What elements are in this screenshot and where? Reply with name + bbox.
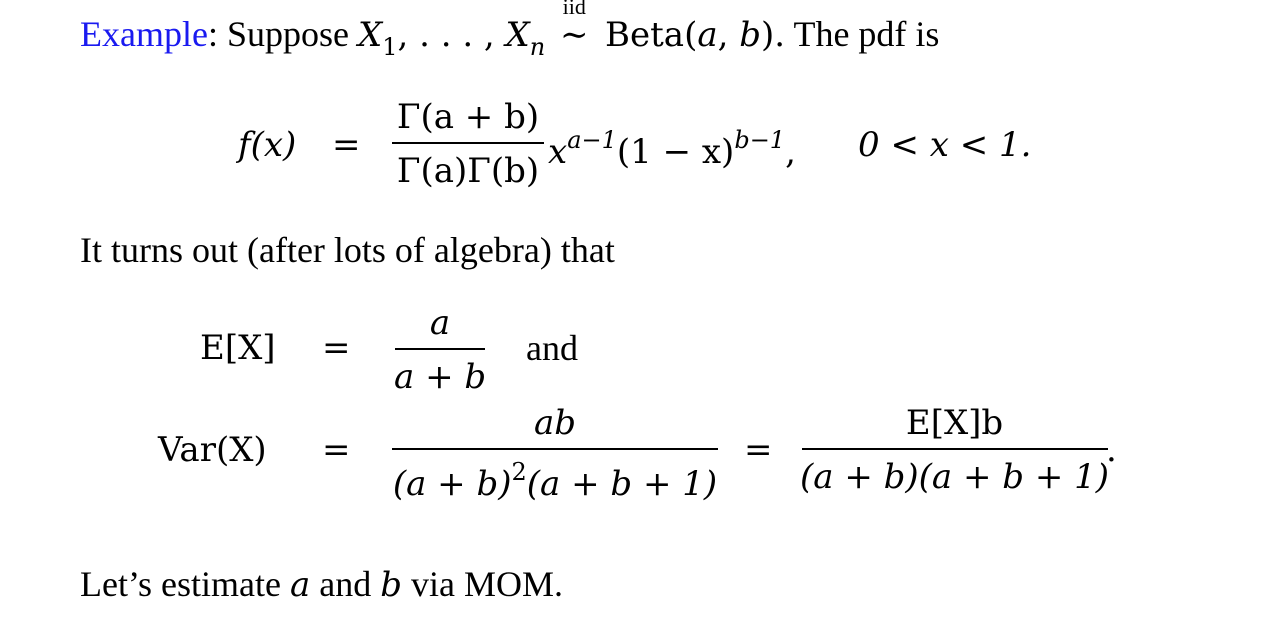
variance-numerator: ab <box>533 403 577 443</box>
estimate-line <box>80 564 563 605</box>
variance-fraction <box>392 403 718 504</box>
iid-label: iid <box>562 0 586 19</box>
expectation-lhs <box>200 328 276 368</box>
estimate-b: b <box>380 565 402 605</box>
estimate-a: a <box>289 565 311 605</box>
turns-out-text: It turns out (after lots of algebra) that <box>80 230 615 270</box>
expectation-equals: = <box>322 328 351 368</box>
example-line <box>80 0 940 61</box>
exponent-a: a−1 <box>567 126 617 154</box>
pdf-equals: = <box>332 125 361 165</box>
suppose-text: : Suppose <box>207 14 358 54</box>
squared-exponent: 2 <box>511 458 527 486</box>
gamma-numerator: Γ(a + b) <box>396 97 540 137</box>
variance-alt-fraction <box>800 403 1110 497</box>
estimate-post: via MOM. <box>401 564 563 604</box>
fraction-bar <box>395 348 485 350</box>
estimate-and: and <box>310 564 381 604</box>
tilde-symbol: ∼ <box>559 15 589 55</box>
var-x1: X <box>357 15 383 55</box>
expectation-denominator: a + b <box>394 357 487 397</box>
param-a: a <box>697 15 718 55</box>
and-text: and <box>526 328 578 368</box>
gamma-fraction <box>392 97 544 191</box>
gamma-denominator: Γ(a)Γ(b) <box>396 151 540 191</box>
pdf-kernel <box>548 126 796 172</box>
iid-tilde <box>554 0 594 55</box>
variance-equals-2: = <box>744 430 773 470</box>
beta-close: ). <box>761 15 786 55</box>
pdf-intro: The pdf is <box>785 14 940 54</box>
sub-n: n <box>529 33 546 61</box>
beta-name: Beta( <box>594 15 698 55</box>
denominator-sum-plus-one: (a + b + 1) <box>526 464 718 504</box>
expectation-fraction <box>394 303 487 397</box>
comma: , <box>717 15 740 55</box>
alt-denominator: (a + b)(a + b + 1) <box>800 457 1110 497</box>
ellipsis: , . . . , <box>397 15 506 55</box>
pdf-one-minus-x: (1 − x) <box>616 132 735 172</box>
alt-numerator: E[X]b <box>905 403 1004 443</box>
estimate-pre: Let’s estimate <box>80 564 290 604</box>
exponent-b: b−1 <box>734 126 786 154</box>
sub-1: 1 <box>382 33 398 61</box>
variance-period: . <box>1106 430 1117 470</box>
fraction-bar <box>802 448 1108 450</box>
param-b: b <box>739 15 762 55</box>
pdf-lhs: f(x) <box>238 125 297 165</box>
variance-denominator <box>392 458 718 504</box>
expectation-symbol: E[X] <box>200 328 276 368</box>
pdf-domain: 0 < x < 1. <box>858 125 1032 165</box>
expectation-numerator: a <box>429 303 451 343</box>
pdf-x: x <box>548 132 568 172</box>
variance-equals: = <box>322 430 351 470</box>
fraction-bar <box>392 448 718 450</box>
variance-lhs: Var(X) <box>158 430 267 470</box>
example-label: Example <box>80 14 208 54</box>
var-xn: X <box>505 15 530 55</box>
denominator-sum: (a + b) <box>392 464 512 504</box>
pdf-comma: , <box>785 132 796 172</box>
fraction-bar <box>392 142 544 144</box>
